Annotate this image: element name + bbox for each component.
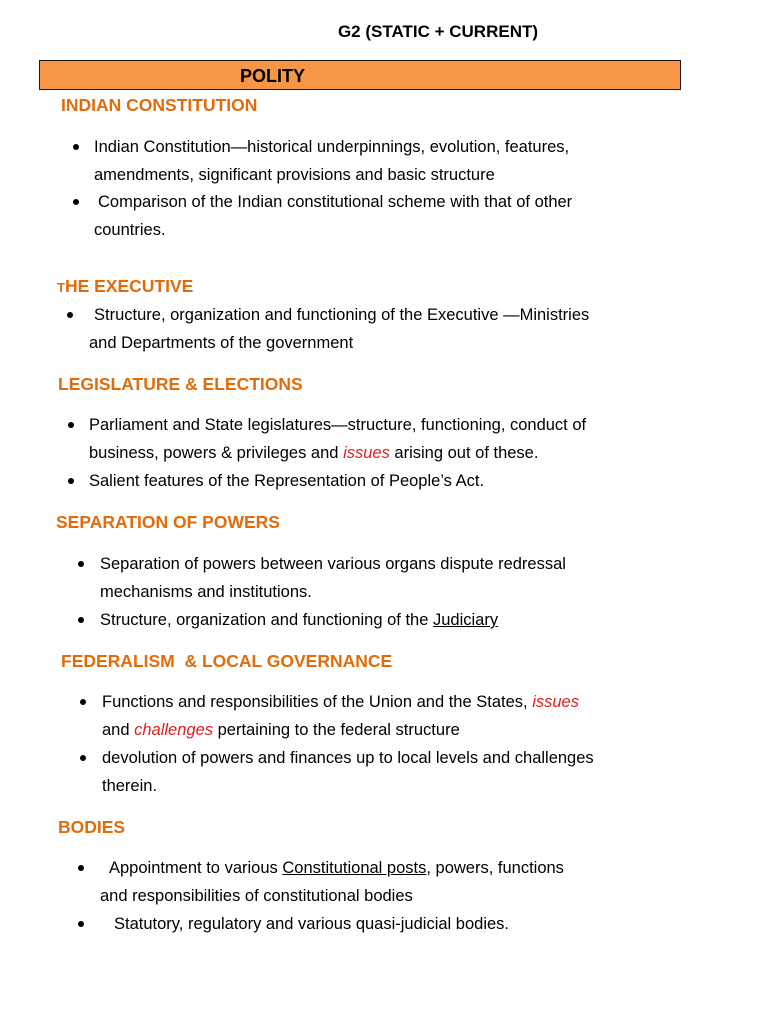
heading-indian-constitution: INDIAN CONSTITUTION	[61, 95, 258, 115]
text-segment: Structure, organization and functioning of the	[100, 611, 433, 629]
list-item-text: Comparison of the Indian constitutional scheme with that of other	[98, 193, 573, 211]
heading-separation-of-powers: SEPARATION OF POWERS	[56, 512, 280, 532]
heading-the-executive	[57, 274, 193, 300]
text-segment: and	[102, 721, 135, 739]
bullet-dot	[73, 144, 79, 150]
text-segment: arising out of these.	[389, 444, 539, 462]
bullet-dot	[68, 478, 74, 484]
list-item-text: Structure, organization and functioning of the Executive —Ministries	[94, 306, 590, 324]
heading-federalism-local-governance: FEDERALISM & LOCAL GOVERNANCE	[61, 651, 393, 671]
list-item-text	[102, 688, 579, 716]
list-item-text	[100, 606, 498, 634]
page-title: G2 (STATIC + CURRENT)	[337, 22, 539, 41]
heading-initial: T	[57, 280, 65, 295]
emphasis-text: issues	[532, 693, 579, 711]
list-item-text: and responsibilities of constitutional bodies	[100, 887, 413, 905]
bullet-dot	[78, 865, 84, 871]
text-segment: , powers, functions	[426, 859, 564, 877]
text-segment: Appointment to various	[109, 859, 283, 877]
heading-bodies: BODIES	[58, 817, 126, 837]
judiciary-link[interactable]: Judiciary	[432, 611, 499, 629]
list-item-text: Salient features of the Representation of People’s Act.	[89, 472, 485, 490]
list-item-text: countries.	[94, 221, 166, 239]
bullet-dot	[78, 921, 84, 927]
list-item-text: Statutory, regulatory and various quasi-judicial bodies.	[114, 915, 509, 933]
list-item-text: therein.	[102, 777, 158, 795]
text-segment: pertaining to the federal structure	[213, 721, 460, 739]
list-item-text: and Departments of the government	[89, 334, 354, 352]
section-banner	[39, 60, 681, 90]
constitutional-posts-link[interactable]: Constitutional posts	[282, 859, 427, 877]
emphasis-text: issues	[343, 444, 390, 462]
heading-rest: HE EXECUTIVE	[64, 276, 194, 296]
list-item-text: Parliament and State legislatures—structure, functioning, conduct of	[89, 416, 587, 434]
list-item-text: mechanisms and institutions.	[100, 583, 312, 601]
list-item-text	[109, 854, 564, 882]
bullet-dot	[80, 699, 86, 705]
list-item-text	[89, 439, 538, 467]
bullet-dot	[67, 312, 73, 318]
list-item-text: Indian Constitution—historical underpinnings, evolution, features,	[94, 138, 570, 156]
list-item-text	[102, 716, 460, 744]
list-item-text: Separation of powers between various organs dispute redressal	[100, 555, 566, 573]
text-segment: business, powers & privileges and	[89, 444, 344, 462]
text-segment: Functions and responsibilities of the Union and the States,	[102, 693, 533, 711]
bullet-dot	[73, 199, 79, 205]
bullet-dot	[78, 617, 84, 623]
heading-legislature-elections: LEGISLATURE & ELECTIONS	[58, 374, 303, 394]
list-item-text: devolution of powers and finances up to local levels and challenges	[102, 749, 594, 767]
bullet-dot	[80, 755, 86, 761]
emphasis-text: challenges	[134, 721, 214, 739]
bullet-dot	[68, 422, 74, 428]
banner-label: POLITY	[240, 66, 306, 86]
bullet-dot	[78, 561, 84, 567]
list-item-text: amendments, significant provisions and basic structure	[94, 166, 495, 184]
